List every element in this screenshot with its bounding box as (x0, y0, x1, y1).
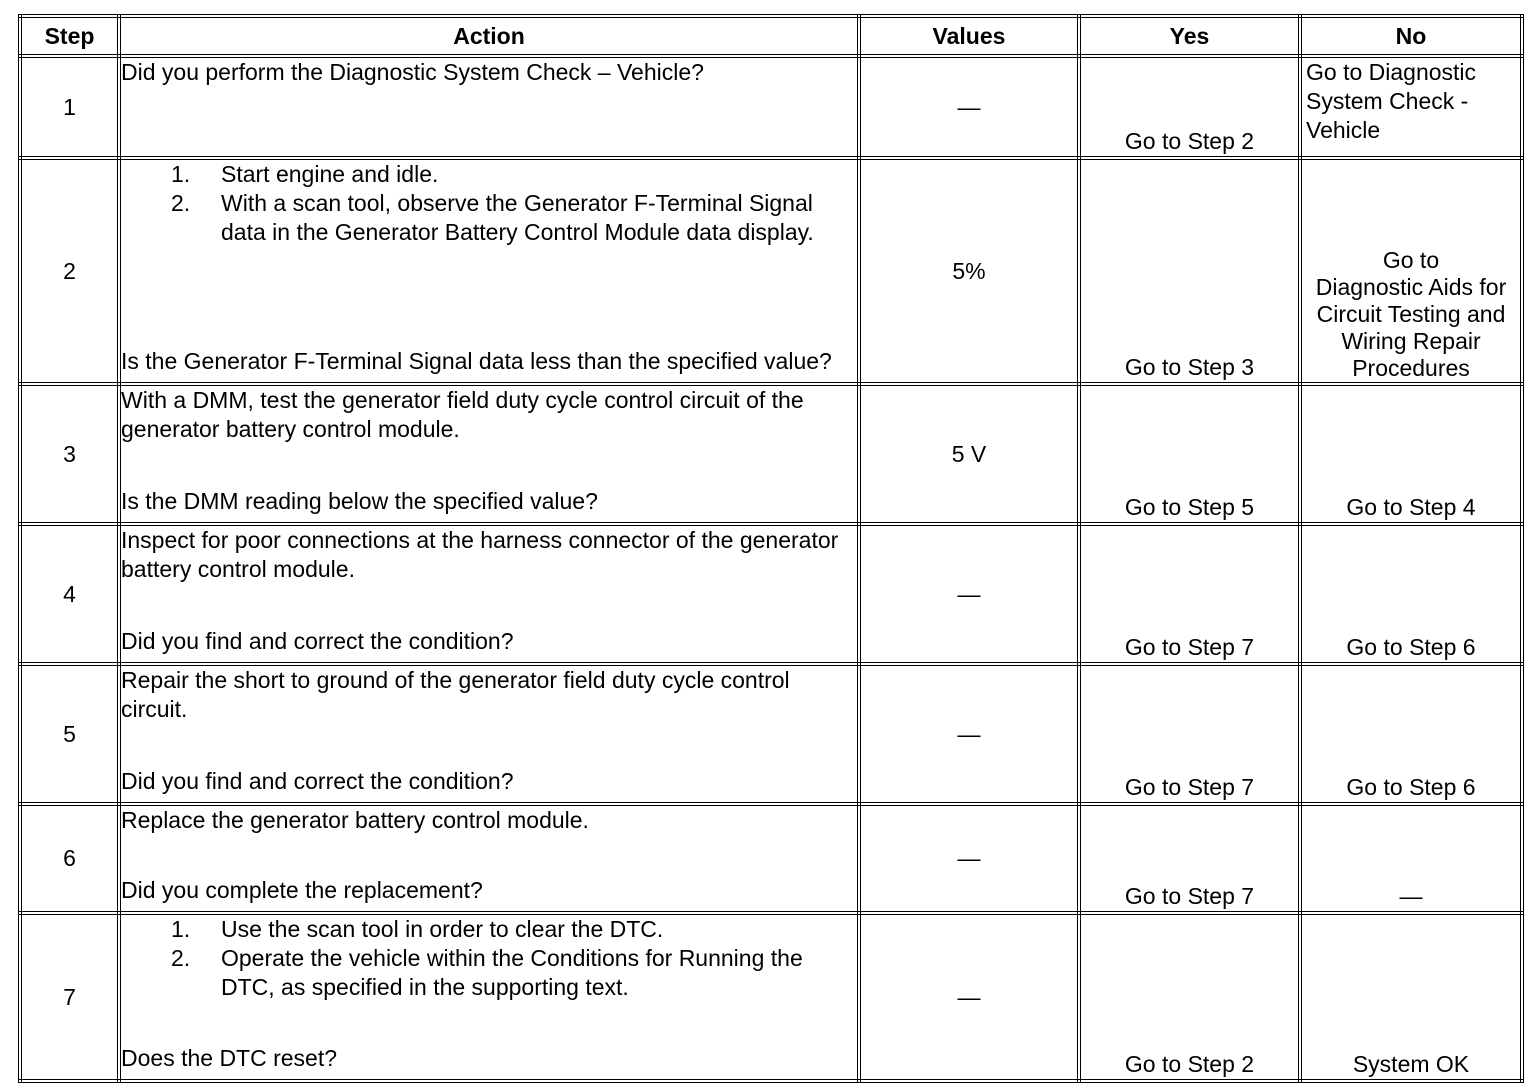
no-line: System Check - (1306, 88, 1469, 114)
list-item (121, 944, 857, 1002)
value-cell: — (859, 804, 1079, 913)
step-number: 6 (20, 804, 119, 913)
action-steps-list (121, 160, 857, 247)
list-item (121, 189, 857, 247)
list-item-number: 2. (171, 945, 191, 971)
header-yes: Yes (1079, 16, 1300, 56)
yes-cell: Go to Step 3 (1079, 158, 1300, 384)
action-cell (119, 158, 859, 384)
table-row (20, 804, 1522, 913)
no-line: Vehicle (1306, 117, 1381, 143)
list-item-number: 1. (171, 161, 191, 187)
action-question: Did you complete the replacement? (121, 877, 483, 903)
yes-cell: Go to Step 2 (1079, 913, 1300, 1081)
action-cell (119, 524, 859, 664)
step-number: 2 (20, 158, 119, 384)
action-question: Does the DTC reset? (121, 1045, 338, 1071)
header-step: Step (20, 16, 119, 56)
no-cell: System OK (1300, 913, 1522, 1081)
no-cell: — (1300, 804, 1522, 913)
table-header-row (20, 16, 1522, 56)
list-item-text: With a scan tool, observe the Generator F-Terminal Signal data in the Generator Battery Control Module data display. (221, 190, 814, 245)
table-row (20, 384, 1522, 524)
list-item-text: Use the scan tool in order to clear the DTC. (221, 916, 664, 942)
no-cell: Go to Step 6 (1300, 524, 1522, 664)
action-question: Is the DMM reading below the specified value? (121, 488, 598, 514)
action-cell (119, 913, 859, 1081)
table-row (20, 158, 1522, 384)
value-cell: 5% (859, 158, 1079, 384)
value-cell: — (859, 524, 1079, 664)
no-line: Wiring Repair (1341, 328, 1481, 354)
list-item-number: 2. (171, 190, 191, 216)
list-item (121, 160, 857, 189)
action-question: Did you find and correct the condition? (121, 628, 514, 654)
yes-cell: Go to Step 7 (1079, 524, 1300, 664)
yes-cell: Go to Step 2 (1079, 56, 1300, 158)
yes-cell: Go to Step 7 (1079, 804, 1300, 913)
table-row (20, 524, 1522, 664)
value-cell: — (859, 56, 1079, 158)
action-cell (119, 804, 859, 913)
action-question: Did you find and correct the condition? (121, 768, 514, 794)
no-cell: Go to Step 4 (1300, 384, 1522, 524)
no-cell: Go to Step 6 (1300, 664, 1522, 804)
step-number: 4 (20, 524, 119, 664)
list-item (121, 915, 857, 944)
step-number: 5 (20, 664, 119, 804)
step-number: 1 (20, 56, 119, 158)
action-text: Repair the short to ground of the generator field duty cycle control circuit. (121, 667, 790, 722)
action-question: Is the Generator F-Terminal Signal data less than the specified value? (121, 348, 832, 374)
diagnostic-table (18, 14, 1524, 1083)
action-text: Inspect for poor connections at the harness connector of the generator battery control module. (121, 527, 839, 582)
header-action: Action (119, 16, 859, 56)
action-steps-list (121, 915, 857, 1002)
table-row (20, 913, 1522, 1081)
step-number: 3 (20, 384, 119, 524)
action-text: Did you perform the Diagnostic System Check – Vehicle? (121, 59, 704, 85)
yes-cell: Go to Step 7 (1079, 664, 1300, 804)
no-line: Go to Diagnostic (1306, 59, 1477, 85)
step-number: 7 (20, 913, 119, 1081)
value-cell: — (859, 913, 1079, 1081)
value-cell: 5 V (859, 384, 1079, 524)
no-line: Procedures (1352, 355, 1470, 381)
list-item-text: Start engine and idle. (221, 161, 439, 187)
table-row (20, 664, 1522, 804)
yes-cell: Go to Step 5 (1079, 384, 1300, 524)
action-cell (119, 56, 859, 158)
no-line: Circuit Testing and (1316, 301, 1506, 327)
action-text: With a DMM, test the generator field duty cycle control circuit of the generator battery control module. (121, 387, 804, 442)
action-cell (119, 664, 859, 804)
no-cell (1300, 56, 1522, 158)
table-row (20, 56, 1522, 158)
action-text: Replace the generator battery control module. (121, 807, 589, 833)
list-item-number: 1. (171, 916, 191, 942)
action-cell (119, 384, 859, 524)
no-line: Diagnostic Aids for (1315, 274, 1507, 300)
header-values: Values (859, 16, 1079, 56)
no-cell (1300, 158, 1522, 384)
no-line: Go to (1382, 247, 1440, 273)
list-item-text: Operate the vehicle within the Conditions for Running the DTC, as specified in the supporting text. (221, 945, 803, 1000)
value-cell: — (859, 664, 1079, 804)
header-no: No (1300, 16, 1522, 56)
